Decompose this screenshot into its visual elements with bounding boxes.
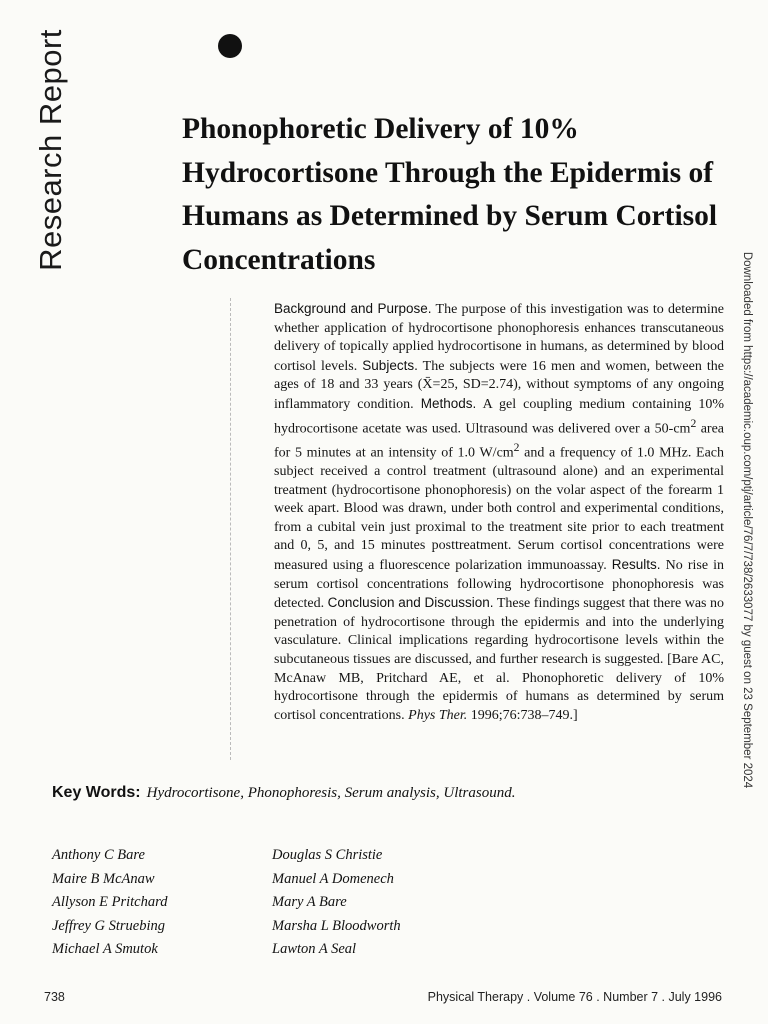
article-title: Phonophoretic Delivery of 10% Hydrocortisone Through the Epidermis of Humans as Determined by Serum Cortisol Concentrations bbox=[182, 113, 718, 276]
keywords bbox=[52, 784, 732, 802]
results-text: No rise in serum cortisol concentrations following hydrocortisone phonophoresis was detected. bbox=[274, 558, 725, 612]
author-name: Manuel A Domenech bbox=[272, 870, 394, 887]
section-label-text: Research Report bbox=[33, 29, 68, 271]
journal-info: Physical Therapy . Volume 76 . Number 7 . July 1996 bbox=[427, 990, 722, 1004]
background-label: Background and Purpose. bbox=[274, 301, 432, 316]
download-note-text: Downloaded from https://academic.oup.com/ptj/article/76/7/738/2633077 by guest on 23 September 2024 bbox=[741, 251, 753, 789]
author-name: Anthony C Bare bbox=[52, 847, 145, 863]
methods-superscript-2: 2 bbox=[513, 440, 520, 454]
keywords-list: Hydrocortisone, Phonophoresis, Serum analysis, Ultrasound. bbox=[146, 785, 516, 801]
author-name: Mary A Bare bbox=[272, 894, 347, 910]
keywords-label: Key Words: bbox=[52, 784, 141, 801]
citation-ref: 1996;76:738–749.] bbox=[470, 707, 578, 723]
author-name: Marsha L Bloodworth bbox=[272, 917, 401, 934]
author-name: Michael A Smutok bbox=[52, 941, 158, 957]
author-column-1 bbox=[52, 844, 262, 962]
methods-text-2: area for 5 minutes at an intensity of 1.0 W/cm bbox=[274, 421, 725, 461]
section-label bbox=[30, 30, 72, 270]
subjects-text: The subjects were 16 men and women, between the ages of 18 and 33 years (X̄=25, SD=2.74), without symptoms of any ongoing inflammatory condition. bbox=[274, 358, 724, 412]
abstract-divider bbox=[230, 298, 231, 760]
methods-label: Methods. bbox=[420, 395, 477, 411]
methods-superscript-1: 2 bbox=[690, 416, 697, 430]
results-label: Results. bbox=[611, 557, 661, 573]
author-name: Lawton A Seal bbox=[272, 941, 357, 957]
download-note bbox=[735, 251, 759, 789]
citation-journal: Phys Ther. bbox=[408, 707, 468, 723]
bullet-icon bbox=[218, 34, 242, 58]
abstract bbox=[274, 300, 724, 725]
subjects-label: Subjects. bbox=[362, 357, 418, 373]
page-number: 738 bbox=[44, 990, 65, 1004]
conclusion-text: These findings suggest that there was no penetration of hydrocortisone through the epidermis and into the underlying vasculature. Clinical implications regarding hydrocortisone levels within the subcutaneous tissues are discussed, and further research is suggested. bbox=[274, 596, 725, 667]
citation-text: [Bare AC, McAnaw MB, Pritchard AE, et al. Phonophoretic delivery of 10% hydrocortisone through the epidermis of humans as determined by serum cortisol concentrations. bbox=[274, 652, 724, 723]
author-column-2 bbox=[272, 844, 482, 962]
author-name: Douglas S Christie bbox=[272, 847, 383, 863]
background-text: The purpose of this investigation was to determine whether application of hydrocortisone phonophoresis enhances transcutaneous delivery of topically applied hydrocortisone in humans, as determined by blood cortisol levels. bbox=[274, 302, 724, 374]
conclusion-label: Conclusion and Discussion. bbox=[327, 595, 494, 611]
author-name: Jeffrey G Struebing bbox=[52, 917, 166, 934]
methods-text-3: and a frequency of 1.0 MHz. Each subject received a control treatment (ultrasound alone) and an experimental treatment (hydrocortisone phonophoresis) on the volar aspect of the forearm 1 week apart. Blood was drawn, under both control and experimental conditions, from a cubital vein just proximal to the treatment site prior to each treatment and 0, 5, and 15 minutes posttreatment. Serum cortisol concentrations were measured using a fluorescence polarization immunoassay. bbox=[274, 445, 724, 574]
methods-text-1: A gel coupling medium containing 10% hydrocortisone acetate was used. Ultrasound was delivered over a 50-cm bbox=[274, 396, 725, 437]
author-name: Maire B McAnaw bbox=[52, 870, 155, 887]
author-name: Allyson E Pritchard bbox=[52, 894, 168, 910]
